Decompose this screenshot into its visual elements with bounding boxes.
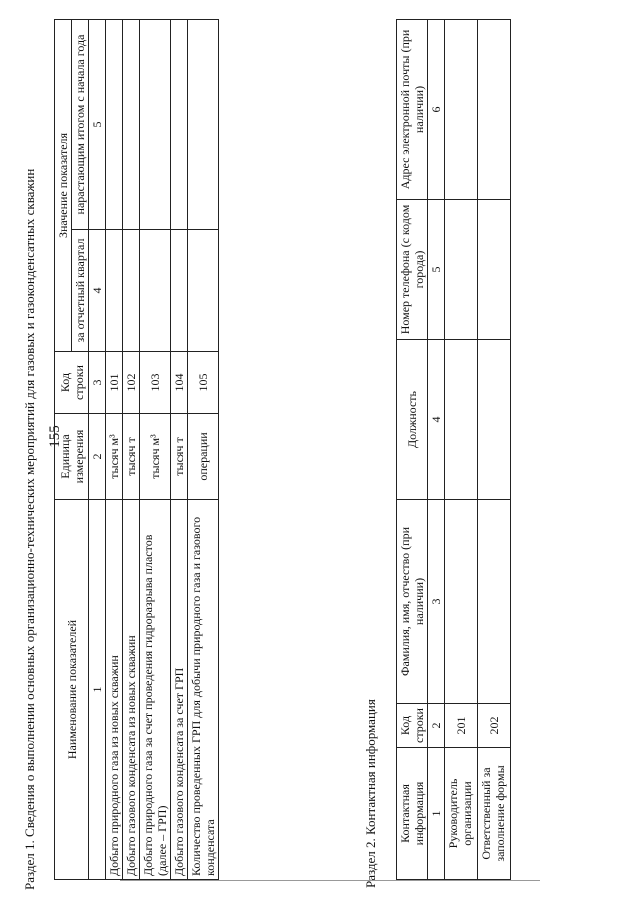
row-value-period[interactable] [123, 230, 140, 352]
row-unit: тысяч м³ [106, 414, 123, 500]
row-code: 201 [445, 704, 478, 748]
table-row [171, 19, 188, 879]
table-row [123, 19, 140, 879]
row-value-period[interactable] [140, 230, 171, 352]
row-phone[interactable] [445, 200, 478, 340]
col-number: 2 [89, 414, 106, 500]
col-number: 3 [428, 500, 445, 704]
header-position: Должность [397, 340, 428, 500]
section1-table [54, 19, 219, 880]
row-position[interactable] [478, 340, 511, 500]
header-code: Код строки [55, 352, 89, 414]
header-email: Адрес электронной почты (при наличии) [397, 20, 428, 200]
row-value-cumulative[interactable] [140, 19, 171, 229]
row-value-period[interactable] [188, 230, 219, 352]
row-name: Добыто природного газа из новых скважин [106, 500, 123, 880]
row-code: 101 [106, 352, 123, 414]
header-code: Код строки [397, 704, 428, 748]
header-value-period: за отчетный квартал [72, 230, 89, 352]
section1-title: Раздел 1. Сведения о выполнении основных организационно-технических мероприятий для газовых и газоконденсатных скважин [22, 168, 37, 890]
row-fio[interactable] [445, 500, 478, 704]
row-value-period[interactable] [171, 230, 188, 352]
header-unit: Единица измерения [55, 414, 89, 500]
col-number: 3 [89, 352, 106, 414]
header-fio: Фамилия, имя, отчество (при наличии) [397, 500, 428, 704]
row-unit: операции [188, 414, 219, 500]
row-value-cumulative[interactable] [171, 19, 188, 229]
row-value-period[interactable] [106, 230, 123, 352]
row-email[interactable] [445, 20, 478, 200]
header-phone: Номер телефона (с кодом города) [397, 200, 428, 340]
header-contact: Контактная информация [397, 748, 428, 880]
table-row [445, 20, 478, 880]
col-number: 1 [428, 748, 445, 880]
col-number: 4 [428, 340, 445, 500]
col-number: 1 [89, 500, 106, 880]
table-row [188, 19, 219, 879]
table-row [140, 19, 171, 879]
row-name: Добыто газового конденсата из новых скважин [123, 500, 140, 880]
header-value-group: Значение показателя [55, 19, 72, 351]
row-name: Количество проведенных ГРП для добычи природного газа и газового конденсата [188, 500, 219, 880]
row-fio[interactable] [478, 500, 511, 704]
row-name: Добыто газового конденсата за счет ГРП [171, 500, 188, 880]
table-row [106, 19, 123, 879]
page-number: 155 [46, 425, 63, 448]
row-phone[interactable] [478, 200, 511, 340]
row-code: 105 [188, 352, 219, 414]
section2-title: Раздел 2. Контактная информация [363, 699, 378, 888]
col-number: 5 [428, 200, 445, 340]
col-number: 4 [89, 230, 106, 352]
row-contact: Руководитель организации [445, 748, 478, 880]
row-code: 202 [478, 704, 511, 748]
row-name: Добыто природного газа за счет проведения гидроразрыва пластов (далее – ГРП) [140, 500, 171, 880]
row-unit: тысяч т [171, 414, 188, 500]
table-row [478, 20, 511, 880]
row-value-cumulative[interactable] [123, 19, 140, 229]
row-unit: тысяч т [123, 414, 140, 500]
row-code: 104 [171, 352, 188, 414]
col-number: 6 [428, 20, 445, 200]
row-value-cumulative[interactable] [188, 19, 219, 229]
row-code: 102 [123, 352, 140, 414]
row-unit: тысяч м³ [140, 414, 171, 500]
row-email[interactable] [478, 20, 511, 200]
header-name: Наименование показателей [55, 500, 89, 880]
header-value-cumulative: нарастающим итогом с начала года [72, 19, 89, 229]
row-code: 103 [140, 352, 171, 414]
rotated-page-content [20, 12, 620, 892]
section2-table [396, 19, 511, 880]
row-value-cumulative[interactable] [106, 19, 123, 229]
col-number: 2 [428, 704, 445, 748]
row-position[interactable] [445, 340, 478, 500]
col-number: 5 [89, 19, 106, 229]
page-edge-line [120, 880, 540, 881]
row-contact: Ответственный за заполнение формы [478, 748, 511, 880]
